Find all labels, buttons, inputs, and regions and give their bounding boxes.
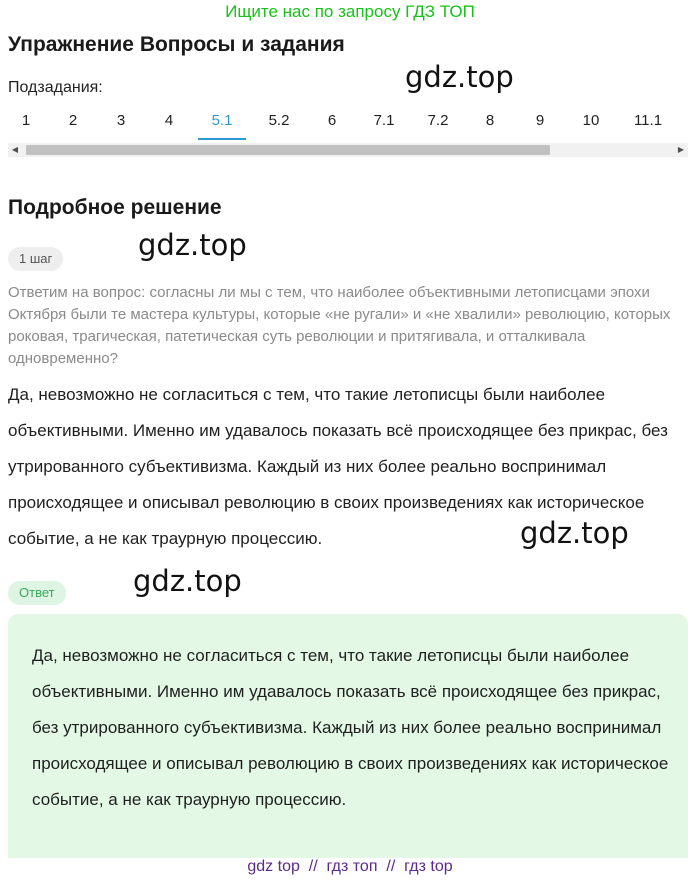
subtask-tab[interactable]: 5.2	[268, 112, 290, 129]
question-text: Ответим на вопрос: согласны ли мы с тем, что наиболее объективными летописцами эпохи Октября были те мастера культуры, которые «не ругали» и «не хвалили» революцию, которых роковая, трагическая, патетическая суть революции и притягивала, и отталкивала одновременно?	[8, 284, 671, 367]
subtask-tab[interactable]: 8	[485, 112, 495, 129]
subtask-tab[interactable]: 10	[582, 112, 600, 129]
subtask-tab[interactable]: 11.1	[633, 112, 663, 129]
footer-links[interactable]: gdz top // гдз топ // гдз top	[247, 858, 453, 875]
answer-box	[8, 614, 688, 858]
watermark: gdz.top	[405, 60, 514, 94]
watermark: gdz.top	[133, 564, 242, 598]
subtask-tab-active[interactable]: 5.1	[198, 108, 246, 140]
watermark: gdz.top	[138, 228, 247, 262]
scroll-right-arrow-icon[interactable]: ▶	[677, 145, 685, 154]
subtasks-label: Подзадания:	[8, 79, 103, 96]
answer-badge: Ответ	[8, 581, 66, 605]
answer-text: Да, невозможно не согласиться с тем, что такие летописцы были наиболее объективными. Именно им удавалось показать всё происходящее без прикрас, без утрированного субъективизма. Каждый из них более реально воспринимал происходящее и описывал революцию в своих произведениях как историческое событие, а не как траурную процессию.	[32, 646, 669, 809]
subtask-tab[interactable]: 7.2	[427, 112, 449, 129]
promo-banner[interactable]: Ищите нас по запросу ГДЗ ТОП	[225, 2, 475, 21]
watermark: gdz.top	[520, 516, 629, 550]
subtask-tab[interactable]: 3	[116, 112, 126, 129]
subtask-tab[interactable]: 6	[327, 112, 337, 129]
solution-text: Да, невозможно не согласиться с тем, что такие летописцы были наиболее объективными. Именно им удавалось показать всё происходящее без прикрас, без утрированного субъективизма. Каждый из них более реально воспринимал происходящее и описывал революцию в своих произведениях как историческое событие, а не как траурную процессию.	[8, 385, 668, 548]
step-badge: 1 шаг	[8, 247, 63, 271]
subtask-tab[interactable]: 7.1	[373, 112, 395, 129]
subtask-tab[interactable]: 1	[21, 112, 31, 129]
subtask-tab[interactable]: 9	[535, 112, 545, 129]
subtask-tabs	[0, 108, 700, 140]
page-title: Упражнение Вопросы и задания	[8, 33, 345, 56]
scroll-thumb[interactable]	[26, 145, 550, 155]
subtask-tab[interactable]: 4	[164, 112, 174, 129]
scroll-left-arrow-icon[interactable]: ◀	[11, 145, 19, 154]
subtask-tab[interactable]: 2	[68, 112, 78, 129]
section-title: Подробное решение	[8, 196, 222, 219]
subtasks-scrollbar[interactable]	[8, 143, 688, 157]
